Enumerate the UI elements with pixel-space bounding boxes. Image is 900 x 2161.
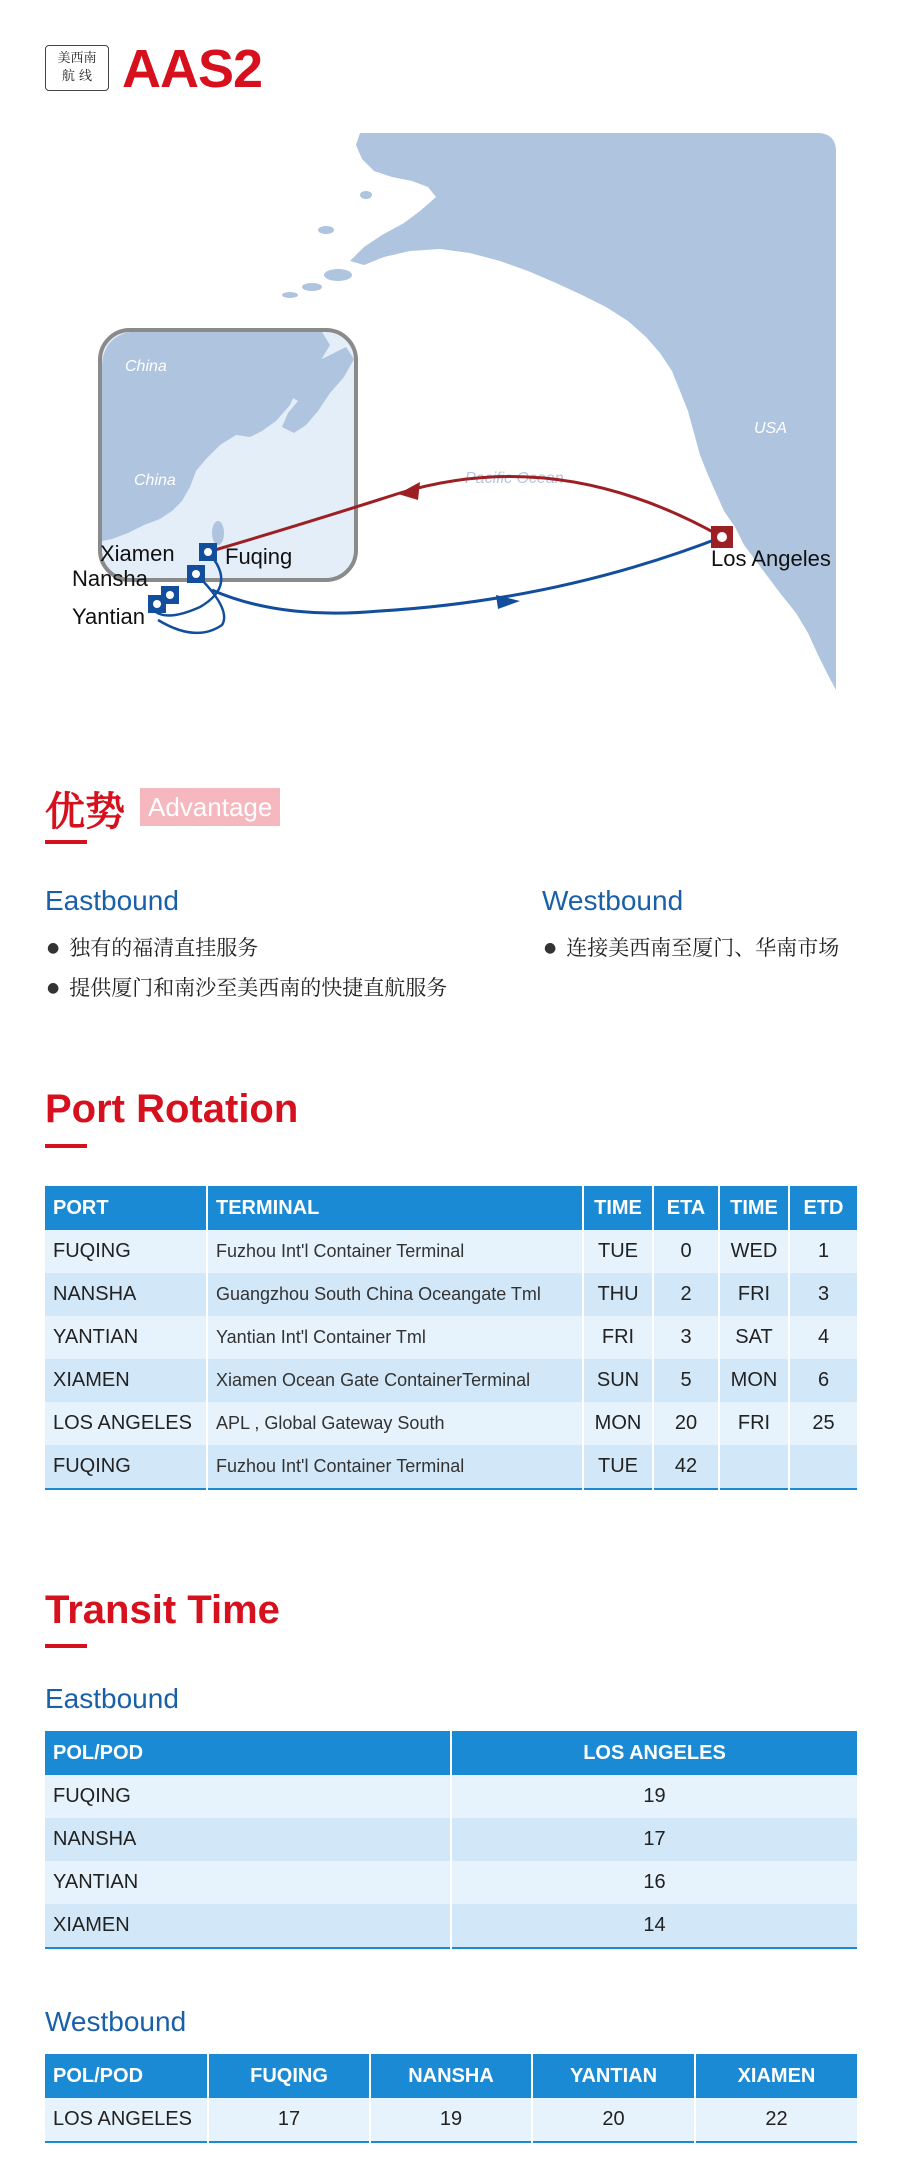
table-row xyxy=(45,1273,857,1316)
cell-eta-day: SUN xyxy=(583,1359,653,1402)
cell-port: YANTIAN xyxy=(45,1316,207,1359)
cell-etd-day xyxy=(719,1445,789,1489)
cell-eta-day: THU xyxy=(583,1273,653,1316)
col-header-eta: ETA xyxy=(653,1186,719,1230)
col-header-port: PORT xyxy=(45,1186,207,1230)
island xyxy=(433,220,447,230)
cell-days: 17 xyxy=(208,2098,370,2142)
cell-etd-day: WED xyxy=(719,1230,789,1273)
transit-time-underline xyxy=(45,1644,87,1648)
cell-eta: 42 xyxy=(653,1445,719,1489)
port-label-nansha: Nansha xyxy=(72,566,148,591)
cell-days: 16 xyxy=(451,1861,857,1904)
transit-eastbound-table xyxy=(45,1731,857,1949)
cell-days: 19 xyxy=(370,2098,532,2142)
map-label-china-mid: China xyxy=(134,472,176,489)
route-badge-line1: 美西南 xyxy=(57,51,97,66)
port-marker-yantian xyxy=(148,595,166,613)
route-badge-line2: 航 线 xyxy=(61,69,93,84)
transit-eastbound-title: Eastbound xyxy=(45,1683,179,1714)
cell-eta-day: TUE xyxy=(583,1230,653,1273)
cell-terminal: Fuzhou Int'l Container Terminal xyxy=(207,1445,583,1489)
cell-port: XIAMEN xyxy=(45,1359,207,1402)
cell-eta: 2 xyxy=(653,1273,719,1316)
westbound-arrow xyxy=(398,482,420,500)
port-rotation-header-row xyxy=(45,1186,857,1230)
table-row xyxy=(45,1445,857,1489)
island xyxy=(318,226,334,234)
cell-pol: FUQING xyxy=(45,1775,451,1818)
cell-etd-day: MON xyxy=(719,1359,789,1402)
port-marker-fuqing xyxy=(199,543,217,561)
advantage-underline xyxy=(45,840,87,844)
transit-westbound-header-row xyxy=(45,2054,857,2098)
cell-etd-day: FRI xyxy=(719,1402,789,1445)
cell-etd-day: SAT xyxy=(719,1316,789,1359)
cell-eta-day: MON xyxy=(583,1402,653,1445)
cell-port: NANSHA xyxy=(45,1273,207,1316)
cell-days: 17 xyxy=(451,1818,857,1861)
cell-pol: NANSHA xyxy=(45,1818,451,1861)
col-header-etd: ETD xyxy=(789,1186,857,1230)
cell-port: LOS ANGELES xyxy=(45,1402,207,1445)
advantage-tag: Advantage xyxy=(140,788,280,826)
cell-terminal: Guangzhou South China Oceangate Tml xyxy=(207,1273,583,1316)
cell-etd: 3 xyxy=(789,1273,857,1316)
cell-etd: 4 xyxy=(789,1316,857,1359)
advantage-title-cn: 优势 xyxy=(45,789,125,835)
island xyxy=(302,283,322,291)
col-header-pol-pod: POL/POD xyxy=(45,2054,208,2098)
service-code-title: AAS2 xyxy=(122,39,263,99)
island xyxy=(360,191,372,199)
port-label-yantian: Yantian xyxy=(72,604,145,629)
advantage-westbound-title: Westbound xyxy=(542,885,684,916)
cell-terminal: APL , Global Gateway South xyxy=(207,1402,583,1445)
advantage-westbound-bullet-1: ● 连接美西南至厦门、华南市场 xyxy=(544,932,839,962)
cell-pol: LOS ANGELES xyxy=(45,2098,208,2142)
table-row xyxy=(45,1316,857,1359)
cell-terminal: Yantian Int'l Container Tml xyxy=(207,1316,583,1359)
transit-time-title: Transit Time xyxy=(45,1588,280,1632)
table-row xyxy=(45,1904,857,1948)
transit-eastbound-header-row xyxy=(45,1731,857,1775)
cell-etd: 25 xyxy=(789,1402,857,1445)
table-row xyxy=(45,1818,857,1861)
cell-terminal: Xiamen Ocean Gate ContainerTerminal xyxy=(207,1359,583,1402)
map-label-usa: USA xyxy=(754,420,787,437)
table-row xyxy=(45,1775,857,1818)
cell-eta-day: TUE xyxy=(583,1445,653,1489)
port-label-los-angeles: Los Angeles xyxy=(711,546,831,571)
map-label-china-top: China xyxy=(125,358,167,375)
transit-westbound-table xyxy=(45,2054,857,2143)
advantage-eastbound-title: Eastbound xyxy=(45,885,179,916)
cell-days: 19 xyxy=(451,1775,857,1818)
cell-pol: YANTIAN xyxy=(45,1861,451,1904)
port-label-xiamen: Xiamen xyxy=(100,541,175,566)
col-header-etd-time: TIME xyxy=(719,1186,789,1230)
port-rotation-title: Port Rotation xyxy=(45,1087,299,1131)
taiwan-island xyxy=(212,521,224,545)
table-row xyxy=(45,2098,857,2142)
island xyxy=(324,269,352,281)
port-marker-los-angeles xyxy=(711,526,733,548)
cell-etd-day: FRI xyxy=(719,1273,789,1316)
map-label-ocean: Pacific Ocean xyxy=(465,470,564,487)
col-header-pol-pod: POL/POD xyxy=(45,1731,451,1775)
cell-eta-day: FRI xyxy=(583,1316,653,1359)
cell-eta: 5 xyxy=(653,1359,719,1402)
cell-days: 20 xyxy=(532,2098,695,2142)
cell-days: 14 xyxy=(451,1904,857,1948)
cell-eta: 20 xyxy=(653,1402,719,1445)
cell-terminal: Fuzhou Int'l Container Terminal xyxy=(207,1230,583,1273)
col-header-los-angeles: LOS ANGELES xyxy=(451,1731,857,1775)
col-header-eta-time: TIME xyxy=(583,1186,653,1230)
port-rotation-underline xyxy=(45,1144,87,1148)
col-header-yantian: YANTIAN xyxy=(532,2054,695,2098)
advantage-eastbound-bullet-1: ● 独有的福清直挂服务 xyxy=(47,932,258,962)
route-badge xyxy=(45,45,109,91)
cell-etd: 1 xyxy=(789,1230,857,1273)
col-header-xiamen: XIAMEN xyxy=(695,2054,857,2098)
table-row xyxy=(45,1861,857,1904)
port-label-fuqing: Fuqing xyxy=(225,544,293,569)
col-header-fuqing: FUQING xyxy=(208,2054,370,2098)
table-row xyxy=(45,1359,857,1402)
col-header-nansha: NANSHA xyxy=(370,2054,532,2098)
col-header-terminal: TERMINAL xyxy=(207,1186,583,1230)
table-row xyxy=(45,1230,857,1273)
cell-port: FUQING xyxy=(45,1445,207,1489)
route-map xyxy=(0,115,900,715)
table-row xyxy=(45,1402,857,1445)
cell-pol: XIAMEN xyxy=(45,1904,451,1948)
island xyxy=(282,292,298,298)
cell-eta: 3 xyxy=(653,1316,719,1359)
port-rotation-table xyxy=(45,1186,857,1490)
cell-etd: 6 xyxy=(789,1359,857,1402)
cell-etd xyxy=(789,1445,857,1489)
cell-port: FUQING xyxy=(45,1230,207,1273)
cell-days: 22 xyxy=(695,2098,857,2142)
advantage-eastbound-bullet-2: ● 提供厦门和南沙至美西南的快捷直航服务 xyxy=(47,972,447,1002)
transit-westbound-title: Westbound xyxy=(45,2006,187,2037)
cell-eta: 0 xyxy=(653,1230,719,1273)
port-marker-xiamen xyxy=(187,565,205,583)
